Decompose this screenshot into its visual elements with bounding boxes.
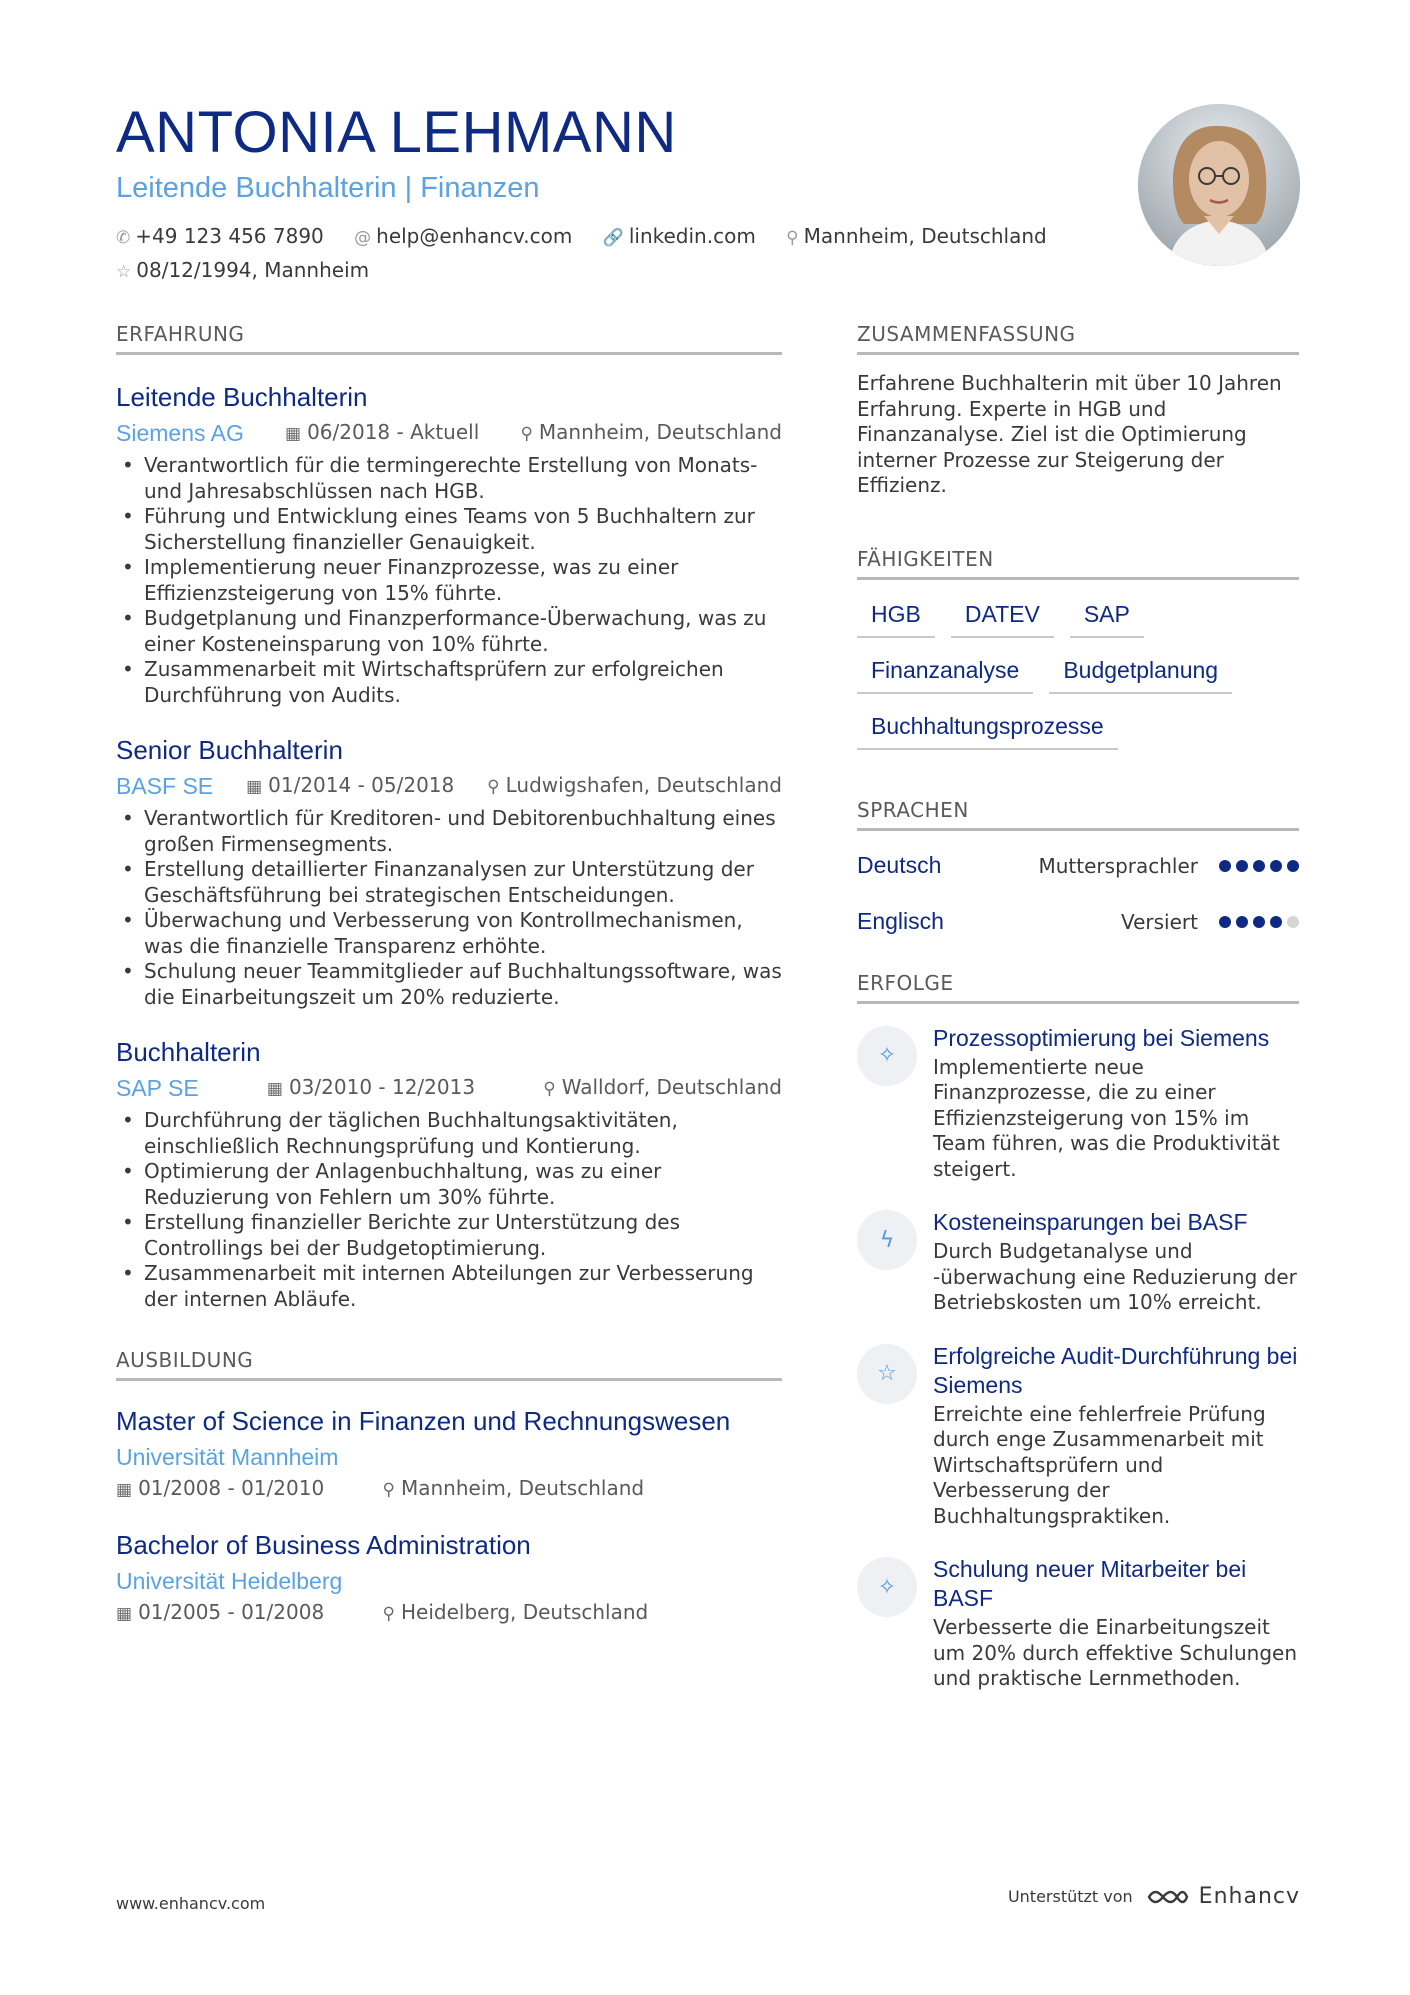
location-pin-icon: ⚲ [786, 228, 799, 248]
star-icon: ☆ [857, 1344, 917, 1404]
calendar-icon: ▦ [285, 424, 302, 444]
bullet-item: • Budgetplanung und Finanzperformance-Überwachung, was zu einer Kosteneinsparung von 10% führte. [116, 606, 782, 657]
rating-dot-filled [1270, 916, 1282, 928]
education-dates-text: 01/2008 - 01/2010 [138, 1476, 325, 1500]
profile-photo-illustration [1138, 104, 1300, 266]
rating-dot-filled [1219, 860, 1231, 872]
section-title-languages: SPRACHEN [857, 798, 1299, 831]
job-title: Senior Buchhalterin [116, 735, 343, 765]
phone-text: +49 123 456 7890 [135, 224, 324, 248]
bullet-item: • Erstellung finanzieller Berichte zur Unterstützung des Controllings bei der Budgetoptimierung. [116, 1210, 782, 1261]
company-name: BASF SE [116, 773, 214, 799]
education-dates-text: 01/2005 - 01/2008 [138, 1600, 325, 1624]
website-text: linkedin.com [628, 224, 756, 248]
experience-item [116, 1034, 782, 1312]
section-title-achievements: ERFOLGE [857, 971, 1299, 1004]
job-dates [267, 1072, 475, 1104]
language-rating [1214, 860, 1299, 872]
job-location [487, 770, 782, 802]
phone-icon: ✆ [116, 228, 131, 248]
language-level: Versiert [1120, 909, 1198, 934]
job-dates [246, 770, 454, 802]
skill-tag: Buchhaltungsprozesse [857, 706, 1118, 750]
section-title-skills: FÄHIGKEITEN [857, 547, 1299, 580]
job-dates-text: 03/2010 - 12/2013 [288, 1075, 476, 1099]
left-column [116, 322, 782, 1629]
education-location-text: Heidelberg, Deutschland [400, 1600, 649, 1624]
location-pin-icon: ⚲ [520, 424, 533, 444]
bullet-item: • Erstellung detaillierter Finanzanalysen zur Unterstützung der Geschäftsführung bei strategischen Entscheidungen. [116, 857, 782, 908]
profile-photo [1138, 104, 1300, 266]
achievement-title: Schulung neuer Mitarbeiter bei BASF [933, 1556, 1247, 1611]
experience-item [116, 732, 782, 1010]
job-title: Buchhalterin [116, 1037, 261, 1067]
candidate-title: Leitende Buchhalterin | Finanzen [116, 172, 540, 204]
star-outline-icon: ☆ [116, 262, 132, 282]
bullet-item: • Implementierung neuer Finanzprozesse, was zu einer Effizienzsteigerung von 15% führte. [116, 555, 782, 606]
bullet-item: • Optimierung der Anlagenbuchhaltung, was zu einer Reduzierung von Fehlern um 30% führte. [116, 1159, 782, 1210]
skills-list [857, 594, 1299, 762]
email-text: help@enhancv.com [376, 224, 573, 248]
skill-tag: HGB [857, 594, 935, 638]
rating-dot-filled [1219, 916, 1231, 928]
contact-phone [116, 220, 324, 254]
skill-tag: DATEV [951, 594, 1054, 638]
section-title-summary: ZUSAMMENFASSUNG [857, 322, 1299, 355]
company-name: SAP SE [116, 1075, 199, 1101]
bullet-item: • Zusammenarbeit mit Wirtschaftsprüfern zur erfolgreichen Durchführung von Audits. [116, 657, 782, 708]
contact-location [786, 220, 1047, 254]
rating-dot-filled [1270, 860, 1282, 872]
school-name: Universität Heidelberg [116, 1568, 343, 1594]
experience-item [116, 379, 782, 708]
bullet-item: • Verantwortlich für die termingerechte Erstellung von Monats- und Jahresabschlüssen nach HGB. [116, 453, 782, 504]
achievement-item [857, 1208, 1299, 1316]
job-bullets [116, 453, 782, 708]
job-dates [285, 417, 479, 449]
link-icon: 🔗 [602, 228, 624, 248]
contact-website[interactable] [603, 220, 756, 254]
rating-dot-filled [1287, 860, 1299, 872]
right-column [857, 322, 1299, 1692]
magic-wand-icon: ✧ [857, 1026, 917, 1086]
job-meta [116, 770, 782, 802]
job-dates-text: 01/2014 - 05/2018 [268, 773, 455, 797]
candidate-name: ANTONIA LEHMANN [116, 100, 677, 165]
at-icon: @ [354, 228, 372, 248]
education-dates [116, 1476, 350, 1500]
skill-tag: Finanzanalyse [857, 650, 1033, 694]
education-location-text: Mannheim, Deutschland [400, 1476, 645, 1500]
rating-dot-filled [1253, 860, 1265, 872]
job-location [543, 1072, 782, 1104]
section-title-education: AUSBILDUNG [116, 1348, 782, 1381]
achievement-text: Verbesserte die Einarbeitungszeit um 20% durch effektive Schulungen und praktische Lernmethoden. [933, 1615, 1298, 1690]
education-location [383, 1476, 671, 1500]
education-item [116, 1403, 782, 1505]
bullet-item: • Verantwortlich für Kreditoren- und Debitorenbuchhaltung eines großen Firmensegments. [116, 806, 782, 857]
language-level: Muttersprachler [1038, 853, 1198, 878]
achievement-body [933, 1208, 1299, 1316]
education-meta [116, 1473, 782, 1505]
lightning-icon: ϟ [857, 1210, 917, 1270]
achievement-title: Prozessoptimierung bei Siemens [933, 1024, 1270, 1051]
achievement-body [933, 1024, 1299, 1183]
location-pin-icon: ⚲ [382, 1604, 395, 1624]
calendar-icon: ▦ [116, 1480, 133, 1500]
achievement-title: Kosteneinsparungen bei BASF [933, 1209, 1248, 1235]
contact-birth [116, 254, 369, 288]
calendar-icon: ▦ [116, 1604, 133, 1624]
education-meta [116, 1597, 782, 1629]
job-bullets [116, 806, 782, 1010]
education-dates [116, 1600, 350, 1624]
achievement-title: Erfolgreiche Audit-Durchführung bei Siemens [933, 1342, 1298, 1398]
school-name: Universität Mannheim [116, 1444, 339, 1470]
bullet-item: • Führung und Entwicklung eines Teams von 5 Buchhaltern zur Sicherstellung finanzieller Genauigkeit. [116, 504, 782, 555]
achievement-item [857, 1024, 1299, 1183]
location-pin-icon: ⚲ [382, 1480, 395, 1500]
location-pin-icon: ⚲ [543, 1079, 556, 1099]
contact-email[interactable] [354, 220, 572, 254]
job-location [520, 417, 782, 449]
achievement-body [933, 1342, 1299, 1530]
achievement-text: Durch Budgetanalyse und -überwachung eine Reduzierung der Betriebskosten um 10% erreicht. [933, 1239, 1297, 1314]
skill-tag: Budgetplanung [1049, 650, 1232, 694]
brand-name: Enhancv [1198, 1884, 1300, 1909]
education-item [116, 1527, 782, 1629]
achievement-body [933, 1555, 1299, 1692]
language-item [857, 901, 1299, 943]
bullet-item: • Schulung neuer Teammitglieder auf Buchhaltungssoftware, was die Einarbeitungszeit um 20% reduzierte. [116, 959, 782, 1010]
achievement-item [857, 1555, 1299, 1692]
calendar-icon: ▦ [266, 1079, 283, 1099]
powered-by-text: Unterstützt von [1007, 1887, 1133, 1906]
degree-title: Master of Science in Finanzen und Rechnungswesen [116, 1406, 731, 1436]
enhancv-logo-icon [1145, 1885, 1191, 1909]
job-title: Leitende Buchhalterin [116, 382, 368, 412]
location-pin-icon: ⚲ [487, 777, 500, 797]
bullet-item: • Zusammenarbeit mit internen Abteilungen zur Verbesserung der internen Abläufe. [116, 1261, 782, 1312]
achievement-item [857, 1342, 1299, 1530]
summary-text: Erfahrene Buchhalterin mit über 10 Jahren Erfahrung. Experte in HGB und Finanzanalyse. Ziel ist die Optimierung interner Prozesse zur Steigerung der Effizienz. [857, 371, 1282, 497]
location-text: Mannheim, Deutschland [803, 224, 1047, 248]
job-location-text: Walldorf, Deutschland [561, 1075, 782, 1099]
language-name: Deutsch [857, 852, 942, 878]
section-title-experience: ERFAHRUNG [116, 322, 782, 355]
job-location-text: Mannheim, Deutschland [538, 420, 782, 444]
bullet-item: • Durchführung der täglichen Buchhaltungsaktivitäten, einschließlich Rechnungsprüfung und Kontierung. [116, 1108, 782, 1159]
rating-dot-filled [1253, 916, 1265, 928]
footer-website[interactable]: www.enhancv.com [116, 1894, 266, 1913]
job-meta [116, 1072, 782, 1104]
language-proficiency [1121, 910, 1299, 934]
company-name: Siemens AG [116, 420, 244, 446]
language-name: Englisch [857, 908, 944, 934]
job-bullets [116, 1108, 782, 1312]
rating-dot-filled [1236, 860, 1248, 872]
language-rating [1214, 916, 1299, 928]
rating-dot-empty [1287, 916, 1299, 928]
achievement-text: Implementierte neue Finanzprozesse, die zu einer Effizienzsteigerung von 15% im Team führen, was die Produktivität steigert. [933, 1054, 1280, 1181]
birth-text: 08/12/1994, Mannheim [136, 258, 370, 282]
language-item [857, 845, 1299, 887]
education-location [383, 1600, 675, 1624]
skill-tag: SAP [1070, 594, 1144, 638]
calendar-icon: ▦ [246, 777, 263, 797]
language-proficiency [1039, 854, 1300, 878]
job-meta [116, 417, 782, 449]
header [116, 100, 1116, 288]
job-dates-text: 06/2018 - Aktuell [307, 420, 480, 444]
degree-title: Bachelor of Business Administration [116, 1530, 531, 1560]
footer-branding [1008, 1884, 1300, 1909]
achievement-text: Erreichte eine fehlerfreie Prüfung durch enge Zusammenarbeit mit Wirtschaftsprüfern und Verbesserung der Buchhaltungspraktiken. [933, 1401, 1266, 1528]
contact-info [116, 220, 1116, 288]
magic-wand-icon: ✧ [857, 1557, 917, 1617]
bullet-item: • Überwachung und Verbesserung von Kontrollmechanismen, was die finanzielle Transparenz erhöhte. [116, 908, 782, 959]
rating-dot-filled [1236, 916, 1248, 928]
job-location-text: Ludwigshafen, Deutschland [505, 773, 782, 797]
